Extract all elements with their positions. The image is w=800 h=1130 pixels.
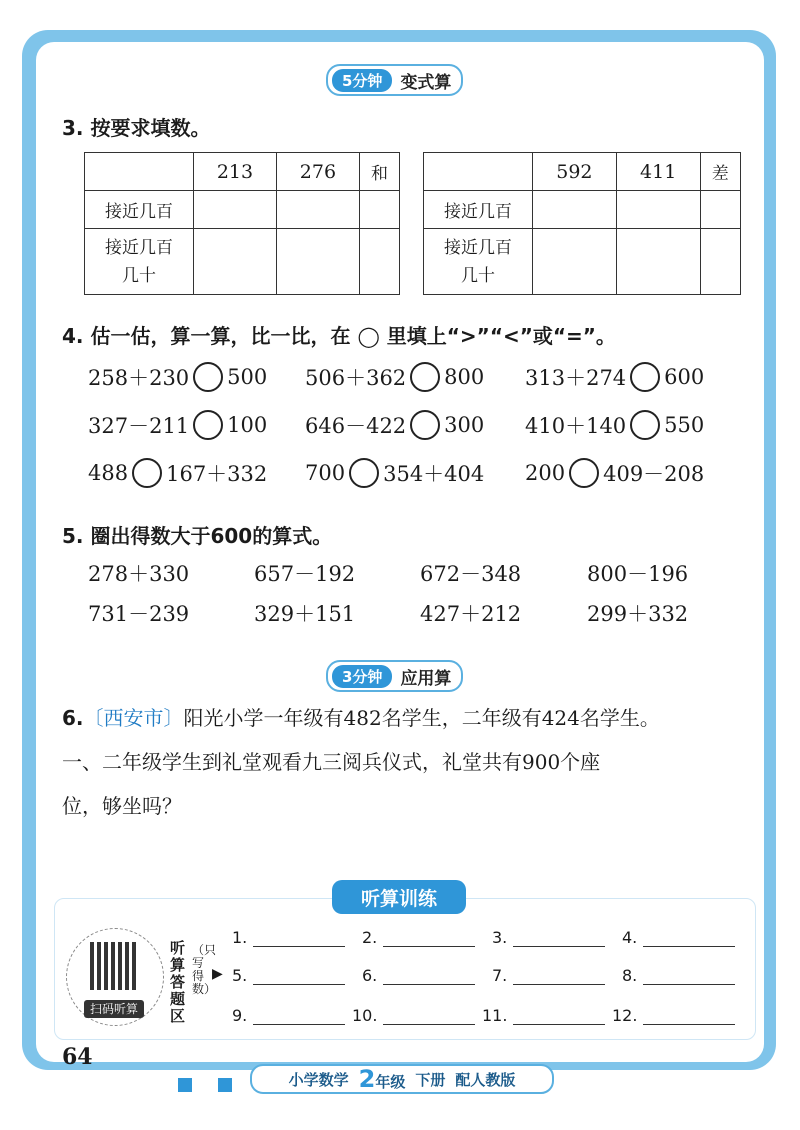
section-header-practice (326, 64, 463, 96)
table-row-label: 接近几百 (85, 191, 194, 229)
table-row-label: 接近几百 (424, 191, 533, 229)
answer-cell[interactable] (359, 191, 399, 229)
answer-slot[interactable]: 2. (362, 928, 475, 947)
table-header-cell (424, 153, 533, 191)
expression-item[interactable]: 657－192 (254, 562, 356, 586)
footer-edition: 配人教版 (455, 1070, 516, 1089)
answer-cell[interactable] (194, 229, 277, 295)
answer-cell[interactable] (276, 191, 359, 229)
table-header-cell: 和 (359, 153, 399, 191)
compare-circle[interactable] (349, 458, 379, 488)
footer-grade-unit: 年级 (375, 1073, 406, 1091)
compare-right: 167＋332 (166, 462, 268, 486)
compare-left: 488 (88, 461, 129, 485)
answer-slot[interactable]: 11. (482, 1006, 605, 1025)
table-difference-estimate (423, 152, 741, 295)
expression-item[interactable]: 672－348 (420, 562, 522, 586)
expression-item[interactable]: 329＋151 (254, 602, 356, 626)
listening-title: 听算训练 (332, 880, 466, 914)
answer-slot[interactable]: 5. (232, 966, 345, 985)
answer-cell[interactable] (359, 229, 399, 295)
answer-cell[interactable] (700, 229, 740, 295)
compare-right: 550 (664, 413, 705, 437)
footer-subject: 小学数学 (288, 1070, 349, 1089)
answer-cell[interactable] (700, 191, 740, 229)
answer-slot[interactable]: 10. (352, 1006, 475, 1025)
table-sum-estimate (84, 152, 400, 295)
compare-left: 313＋274 (525, 366, 627, 390)
compare-right: 100 (227, 413, 268, 437)
compare-left: 646－422 (305, 414, 407, 438)
table-row-label: 接近几百几十 (424, 229, 533, 295)
question-6 (62, 696, 762, 828)
section-header-application (326, 660, 463, 692)
answer-slot[interactable]: 4. (622, 928, 735, 947)
compare-circle[interactable] (630, 410, 660, 440)
compare-item (305, 410, 484, 440)
compare-item (88, 410, 267, 440)
compare-item (525, 458, 704, 488)
question-6-text-line: 阳光小学一年级有482名学生，二年级有424名学生。 (183, 706, 660, 730)
expression-item[interactable]: 731－239 (88, 602, 190, 626)
compare-right: 500 (227, 365, 268, 389)
table-row-label: 接近几百几十 (85, 229, 194, 295)
compare-left: 327－211 (88, 414, 190, 438)
compare-item (305, 458, 484, 488)
compare-circle[interactable] (193, 410, 223, 440)
compare-right: 354＋404 (383, 462, 485, 486)
expression-item[interactable]: 278＋330 (88, 562, 190, 586)
compare-circle[interactable] (410, 410, 440, 440)
compare-left: 506＋362 (305, 366, 407, 390)
decor-square (218, 1078, 232, 1092)
answer-slot[interactable]: 3. (492, 928, 605, 947)
answer-cell[interactable] (276, 229, 359, 295)
compare-item (88, 458, 267, 488)
answer-cell[interactable] (194, 191, 277, 229)
table-header-cell (85, 153, 194, 191)
footer-book-info (250, 1064, 554, 1094)
section-time-badge: 5分钟 (332, 69, 392, 92)
answer-slot[interactable]: 9. (232, 1006, 345, 1025)
compare-circle[interactable] (193, 362, 223, 392)
answer-cell[interactable] (533, 191, 617, 229)
answer-slot[interactable]: 1. (232, 928, 345, 947)
page-number: 64 (62, 1044, 93, 1070)
compare-right: 300 (444, 413, 485, 437)
compare-right: 409－208 (603, 462, 705, 486)
question-6-text-line: 一、二年级学生到礼堂观看九三阅兵仪式，礼堂共有900个座 (62, 750, 601, 774)
answer-slot[interactable]: 6. (362, 966, 475, 985)
table-header-cell: 276 (276, 153, 359, 191)
region-tag: 〔西安市〕 (83, 706, 184, 730)
qr-label: 扫码听算 (84, 1000, 144, 1018)
answer-cell[interactable] (616, 191, 700, 229)
compare-left: 410＋140 (525, 414, 627, 438)
compare-item (305, 362, 484, 392)
expression-item[interactable]: 800－196 (587, 562, 689, 586)
compare-item (525, 410, 704, 440)
table-header-cell: 213 (194, 153, 277, 191)
question-6-text-line: 位，够坐吗？ (62, 794, 182, 818)
answer-slot[interactable]: 8. (622, 966, 735, 985)
section-time-badge: 3分钟 (332, 665, 392, 688)
footer-term: 下册 (415, 1070, 446, 1089)
table-header-cell: 411 (616, 153, 700, 191)
decor-square (178, 1078, 192, 1092)
answer-slot[interactable]: 7. (492, 966, 605, 985)
compare-circle[interactable] (630, 362, 660, 392)
footer-grade: 2 (358, 1065, 376, 1093)
answer-area-label: 听算答题区 (170, 939, 186, 1025)
compare-circle[interactable] (132, 458, 162, 488)
answer-area-note: （只写得数） (192, 943, 217, 996)
compare-circle[interactable] (410, 362, 440, 392)
expression-item[interactable]: 427＋212 (420, 602, 522, 626)
question-4-title: 4. 估一估，算一算，比一比，在 ◯ 里填上“>”“<”或“=”。 (62, 324, 616, 348)
expression-item[interactable]: 299＋332 (587, 602, 689, 626)
table-header-cell: 差 (700, 153, 740, 191)
compare-right: 800 (444, 365, 485, 389)
compare-item (88, 362, 267, 392)
compare-circle[interactable] (569, 458, 599, 488)
compare-left: 200 (525, 461, 566, 485)
qr-code-icon[interactable] (90, 942, 138, 990)
compare-left: 700 (305, 461, 346, 485)
answer-cell[interactable] (533, 229, 617, 295)
question-6-number: 6. (62, 706, 84, 730)
answer-cell[interactable] (616, 229, 700, 295)
play-arrow-icon[interactable]: ▶ (212, 966, 223, 982)
answer-slot[interactable]: 12. (612, 1006, 735, 1025)
compare-left: 258＋230 (88, 366, 190, 390)
section-name: 变式算 (400, 72, 452, 93)
question-5-title: 5. 圈出得数大于600的算式。 (62, 524, 333, 548)
compare-item (525, 362, 704, 392)
compare-right: 600 (664, 365, 705, 389)
table-header-cell: 592 (533, 153, 617, 191)
question-3-title: 3. 按要求填数。 (62, 116, 211, 140)
section-name: 应用算 (400, 668, 452, 689)
